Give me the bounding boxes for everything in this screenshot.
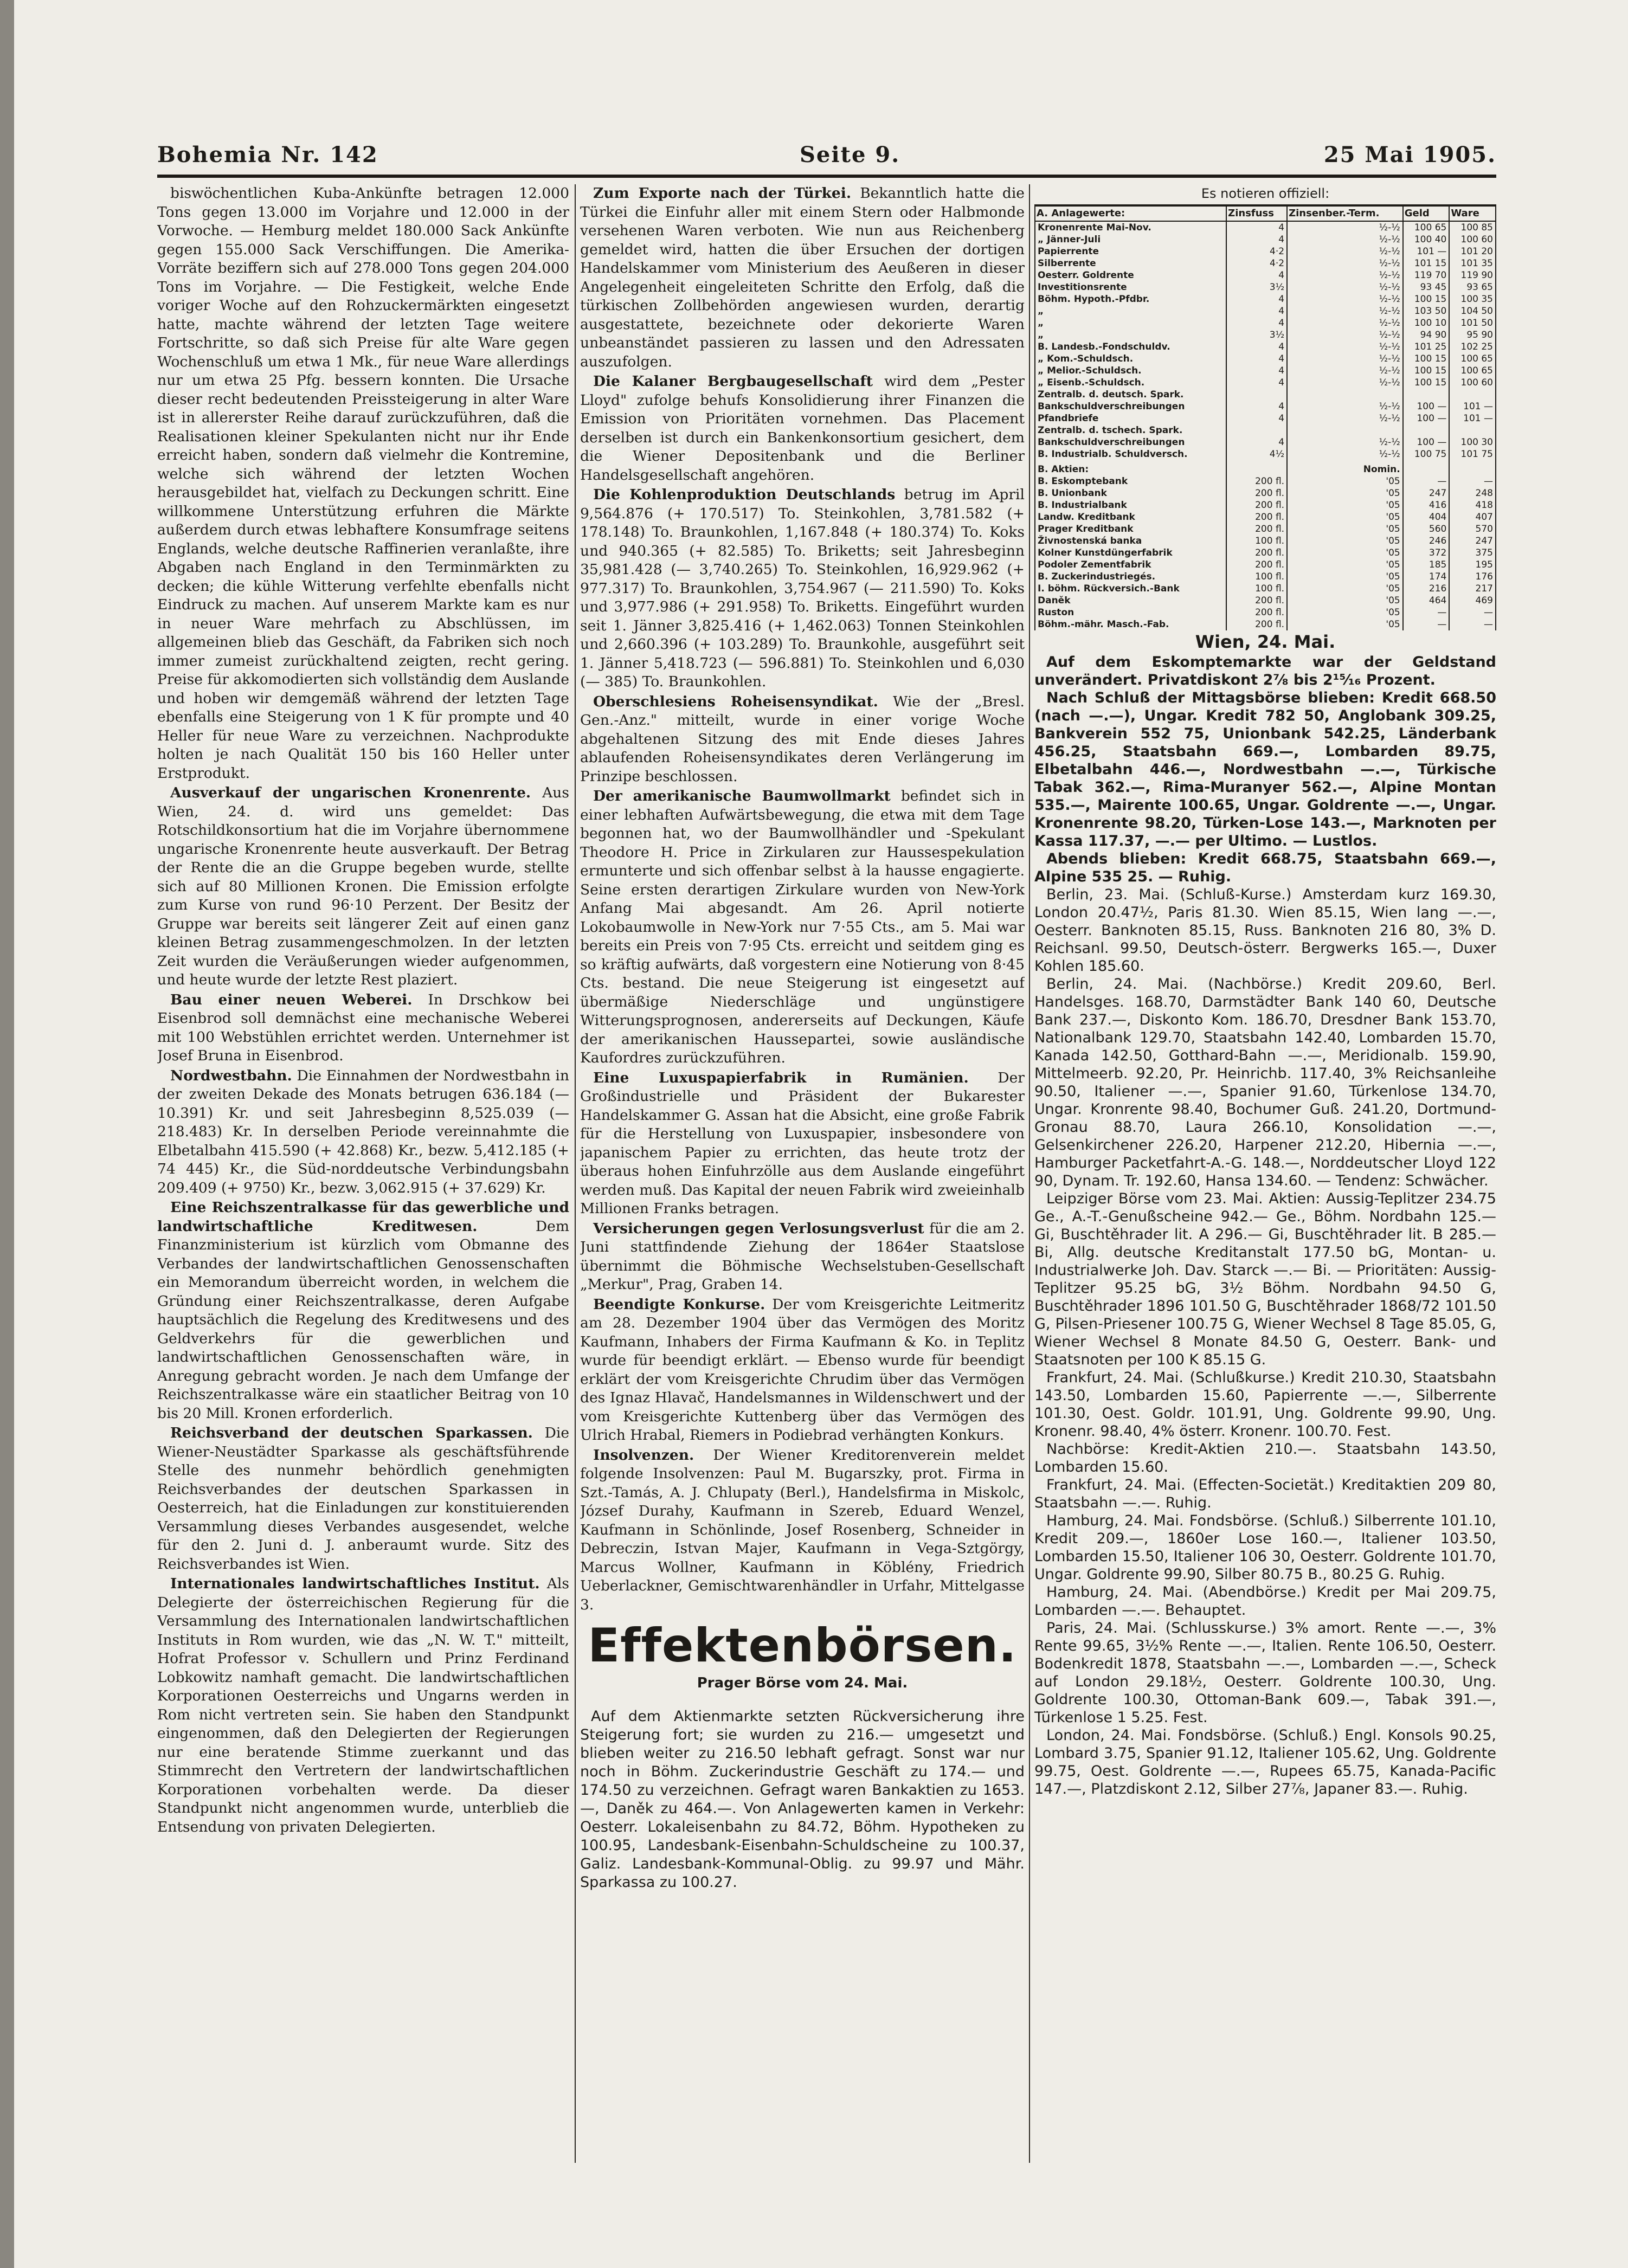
table-cell: [1449, 389, 1496, 401]
article-text: Aus Wien, 24. d. wird uns gemeldet: Das Rotschildkonsortium hat die im Vorjahre übernommene ungarische Kronenrente heute ausverkauft. Der Betrag der Rente die an die Gruppe begeben wurde, stellte sich auf 80 Millionen Kronen. Die Emission erfolgte zum Kurse von rund 96·10 Perzent. Der Besitz der Gruppe war bereits seit längerer Zeit auf einen ganz kleinen Betrag zusammengeschmolzen. In der letzten Zeit wurden die Veräußerungen wieder aufgenommen, und heute wurde der letzte Rest plaziert.: [157, 784, 569, 988]
table-cell: 200 fl.: [1226, 487, 1287, 499]
table-row: [1035, 535, 1496, 547]
page-header: [157, 142, 1496, 175]
table-cell: Kronenrente Mai-Nov.: [1035, 221, 1226, 234]
market-report: Abends blieben: Kredit 668.75, Staatsbahn 669.—, Alpine 535 25. — Ruhig.: [1034, 850, 1496, 885]
table-row: [1035, 389, 1496, 401]
table-row: [1035, 353, 1496, 365]
table-header-cell: Geld: [1403, 206, 1450, 221]
table-cell: ½-½: [1287, 413, 1403, 424]
table-cell: 101 75: [1449, 448, 1496, 460]
table-row: [1035, 234, 1496, 246]
article-heading: Die Kalaner Bergbaugesellschaft: [593, 373, 873, 390]
table-cell: Podoler Zementfabrik: [1035, 559, 1226, 571]
table-cell: —: [1449, 618, 1496, 630]
market-report: Hamburg, 24. Mai. (Abendbörse.) Kredit per Mai 209.75, Lombarden —.—. Behauptet.: [1034, 1584, 1496, 1619]
market-report: Berlin, 23. Mai. (Schluß-Kurse.) Amsterdam kurz 169.30, London 20.47½, Paris 81.30. Wien 85.15, Wien lang —.—, Oesterr. Banknoten 85.15, Russ. Banknoten 216 80, 3% D. Reichsanl. 99.50, Deutsch-österr. Bergwerks 165.—, Duxer Kohlen 185.60.: [1034, 886, 1496, 975]
table-cell: Kolner Kunstdüngerfabrik: [1035, 547, 1226, 559]
table-cell: 101 —: [1449, 413, 1496, 424]
table-cell: 100 15: [1403, 293, 1450, 305]
article-heading: Eine Reichszentralkasse für das gewerbliche und landwirtschaftliche Kreditwesen.: [157, 1199, 569, 1235]
table-cell: 3½: [1226, 329, 1287, 341]
table-cell: —: [1403, 618, 1450, 630]
table-cell: 200 fl.: [1226, 618, 1287, 630]
table-cell: 200 fl.: [1226, 595, 1287, 607]
article-text: Der Wiener Kreditorenverein meldet folgende Insolvenzen: Paul M. Bugarszky, prot. Firma in Szt.-Tamás, A. J. Chlupaty (Berl.), Handelsfirma in Miskolc, József Durahy, Kaufmann in Szereb, Eduard Wenzel, Kaufmann in Schönlinde, Josef Rosenberg, Schneider in Debreczin, Istvan Majer, Kaufmann in Vega-Sztgörgy, Marcus Wollner, Kaufmann in Köblény, Friedrich Ueberlackner, Gemischtwarenhändler in Urfahr, Mittelgasse 3.: [580, 1446, 1025, 1613]
table-cell: 4: [1226, 305, 1287, 317]
table-cell: Prager Kreditbank: [1035, 523, 1226, 535]
article-heading: Reichsverband der deutschen Sparkassen.: [170, 1425, 533, 1441]
table-cell: '05: [1287, 499, 1403, 511]
table-cell: 4: [1226, 317, 1287, 329]
table-cell: 4: [1226, 436, 1287, 448]
table-row: [1035, 293, 1496, 305]
table-cell: 560: [1403, 523, 1450, 535]
article: [580, 184, 1025, 371]
table-cell: 119 70: [1403, 269, 1450, 281]
section-title-effektenboersen: Effektenbörsen.: [588, 1619, 1017, 1673]
quotes-table-body: [1035, 221, 1496, 630]
table-cell: 100 —: [1403, 401, 1450, 413]
market-report: Leipziger Börse vom 23. Mai. Aktien: Aussig-Teplitzer 234.75 Ge., A.-T.-Genußscheine 942.— Ge., Böhm. Nordbahn 125.— Gi, Buschtěhrader lit. A 296.— Gi, Buschtěhrader lit. B 285.— Bi, Allg. deutsche Kreditanstalt 177.50 bG, Montan- u. Industrialwerke Joh. Dav. Starck —.— Bi. — Prioritäten: Aussig-Teplitzer 95.25 bG, 3½ Böhm. Nordbahn 94.50 G, Buschtěhrader 1896 101.50 G, Buschtěhrader 1868/72 101.50 G, Pilsen-Priesener 100.75 G, Wiener Wechsel 8 Tage 85.05, G, Wiener Wechsel 8 Monate 84.50 G, Oesterr. Bank- und Staatsnoten per 100 K 85.15 G.: [1034, 1190, 1496, 1368]
table-cell: 93 65: [1449, 281, 1496, 293]
market-report: Paris, 24. Mai. (Schlusskurse.) 3% amort. Rente —.—, 3% Rente 99.65, 3½% Rente —.—, Italien. Rente 106.50, Oesterr. Bodenkredit 1878, Staatsbahn —.—, Lombarden —.—, Scheck auf London 29.18½, Oesterr. Goldrente 100.30, Ung. Goldrente 100.30, Ottoman-Bank 609.—, Tabak 391.—, Türkenlose 1 5.25. Fest.: [1034, 1620, 1496, 1726]
table-cell: 4·2: [1226, 257, 1287, 269]
table-cell: Papierrente: [1035, 246, 1226, 257]
table-row: [1035, 329, 1496, 341]
table-cell: 4: [1226, 341, 1287, 353]
article-text: biswöchentlichen Kuba-Ankünfte betragen 12.000 Tons gegen 13.000 im Vorjahre und 12.000 in der Vorwoche. — Hemburg meldet 180.000 Sack Ankünfte gegen 155.000 Sack Verschiffungen. Die Amerika-Vorräte beziffern sich auf 278.000 Tons gegen 204.000 Tons im Vorjahre. — Die Festigkeit, welche Ende voriger Woche auf den Rohzuckermärkten eingesetzt hatte, machte während der letzten Tage weitere Fortschritte, so daß sich Preise für alte Ware gegen Wochenschluß um etwa 1 Mk., für neue Ware allerdings nur um etwa 25 Pfg. bessern konnten. Die Ursache dieser recht bedeutenden Preissteigerung in alter Ware ist in allererster Reihe darauf zurückzuführen, daß die Realisationen kleiner Spekulanten nicht nur ihr Ende erreicht haben, sondern daß vielmehr die Kontremine, welche sich während der letzten Wochen herausgebildet hat, vielfach zu Deckungen schritt. Eine willkommene Unterstützung erfuhren die Märkte außerdem durch etwas lebhaftere Konsumfrage seitens Englands, welche deutsche Raffinerien veranlaßte, ihre Abgaben nach England in den Terminmärkten zu decken; die kühle Witterung verfehlte ebenfalls nicht Eindruck zu machen. Auf unserem Markte kam es nur in neuer Ware mehrfach zu Abschlüssen, im allgemeinen blieb das Geschäft, da Fabriken sich noch immer zumeist zurückhaltend zeigten, recht gering. Preise für akkomodierten sich vollständig dem Auslande und hoben wir demgemäß während der letzten Tage ebenfalls eine Steigerung von 1 K für prompte und 40 Heller für neue Ware zu verzeichnen. Nachprodukte holten je nach Qualität 150 bis 160 Heller unter Erstprodukt.: [157, 185, 569, 782]
table-cell: B. Zuckerindustriegés.: [1035, 571, 1226, 583]
table-cell: ½-½: [1287, 317, 1403, 329]
table-row: [1035, 436, 1496, 448]
table-cell: 418: [1449, 499, 1496, 511]
table-header-cell: Zinsfuss: [1226, 206, 1287, 221]
table-row: [1035, 221, 1496, 234]
table-cell: 101 20: [1449, 246, 1496, 257]
table-cell: 101 —: [1403, 246, 1450, 257]
table-row: [1035, 595, 1496, 607]
table-header-cell: A. Anlagewerte:: [1035, 206, 1226, 221]
table-cell: ½-½: [1287, 448, 1403, 460]
table-cell: [1449, 424, 1496, 436]
table-cell: 100 30: [1449, 436, 1496, 448]
article: [157, 1199, 569, 1423]
table-cell: 247: [1449, 535, 1496, 547]
table-cell: ½-½: [1287, 257, 1403, 269]
table-cell: Bankschuldverschreibungen: [1035, 436, 1226, 448]
table-cell: 416: [1403, 499, 1450, 511]
table-cell: Silberrente: [1035, 257, 1226, 269]
table-cell: B. Aktien:: [1035, 460, 1226, 475]
table-row: [1035, 281, 1496, 293]
section-subheading: Prager Börse vom 24. Mai.: [697, 1675, 908, 1691]
table-cell: 174: [1403, 571, 1450, 583]
table-cell: 100 85: [1449, 221, 1496, 234]
article-text: Die Einnahmen der Nordwestbahn in der zweiten Dekade des Monats betrugen 636.184 (—10.391) Kr. und seit Jahresbeginn 8,525.039 (— 218.483) Kr. In derselben Periode vereinnahmte die Elbetalbahn 415.590 (+ 42.868) Kr., bezw. 5,412.185 (+ 74 445) Kr., die Süd-norddeutsche Verbindungsbahn 209.409 (+ 9750) Kr., bezw. 3,062.915 (+ 37.629) Kr.: [157, 1067, 569, 1196]
market-report: Auf dem Eskomptemarkte war der Geldstand unverändert. Privatdiskont 2⅞ bis 2¹⁵⁄₁₆ Prozent.: [1034, 654, 1496, 688]
article-heading: Nordwestbahn.: [170, 1067, 292, 1084]
table-cell: 94 90: [1403, 329, 1450, 341]
table-cell: 4: [1226, 401, 1287, 413]
table-cell: 100 15: [1403, 365, 1450, 377]
table-cell: 4: [1226, 353, 1287, 365]
table-cell: [1226, 424, 1287, 436]
column-middle: [580, 184, 1025, 2174]
table-cell: 101 35: [1449, 257, 1496, 269]
article-heading: Die Kohlenproduktion Deutschlands: [593, 486, 896, 503]
table-cell: '05: [1287, 475, 1403, 487]
table-cell: 570: [1449, 523, 1496, 535]
table-cell: B. Industrialb. Schuldversch.: [1035, 448, 1226, 460]
article-text: für die am 2. Juni stattfindende Ziehung der 1864er Staatslose übernimmt die Böhmische Wechselstuben-Gesellschaft „Merkur", Prag, Graben 14.: [580, 1220, 1025, 1293]
table-cell: B. Industrialbank: [1035, 499, 1226, 511]
table-cell: „ Melior.-Schuldsch.: [1035, 365, 1226, 377]
table-cell: ½-½: [1287, 305, 1403, 317]
table-cell: 248: [1449, 487, 1496, 499]
table-row: [1035, 618, 1496, 630]
table-row: [1035, 448, 1496, 460]
table-cell: 100 35: [1449, 293, 1496, 305]
table-cell: '05: [1287, 523, 1403, 535]
table-cell: 104 50: [1449, 305, 1496, 317]
table-cell: 93 45: [1403, 281, 1450, 293]
table-row: [1035, 341, 1496, 353]
table-cell: Živnostenská banka: [1035, 535, 1226, 547]
table-cell: Oesterr. Goldrente: [1035, 269, 1226, 281]
table-cell: '05: [1287, 535, 1403, 547]
market-reports: [1034, 653, 1496, 1798]
table-cell: ½-½: [1287, 329, 1403, 341]
table-cell: ½-½: [1287, 365, 1403, 377]
table-cell: ½-½: [1287, 377, 1403, 389]
table-row: [1035, 499, 1496, 511]
article-heading: Der amerikanische Baumwollmarkt: [593, 788, 891, 804]
table-cell: 4·2: [1226, 246, 1287, 257]
article-heading: Oberschlesiens Roheisensyndikat.: [593, 693, 878, 710]
table-cell: 200 fl.: [1226, 475, 1287, 487]
market-report: Frankfurt, 24. Mai. (Schlußkurse.) Kredit 210.30, Staatsbahn 143.50, Lombarden 15.60, Papierrente —.—, Silberrente 101.30, Oest. Goldr. 101.91, Ung. Goldrente 99.90, Ung. Kronenr. 98.40, 4% österr. Kronenr. 100.70. Fest.: [1034, 1369, 1496, 1440]
table-cell: —: [1449, 475, 1496, 487]
article: [580, 787, 1025, 1068]
article-heading: Zum Exporte nach der Türkei.: [593, 185, 852, 202]
table-cell: 200 fl.: [1226, 559, 1287, 571]
article-text: Wie der „Bresl. Gen.-Anz." mitteilt, wurde in einer vorige Woche abgehaltenen Sitzung des mit Ende dieses Jahres ablaufenden Roheisensyndikates deren Verlängerung im Prinzipe beschlossen.: [580, 693, 1025, 785]
table-cell: Investitionsrente: [1035, 281, 1226, 293]
table-cell: 103 50: [1403, 305, 1450, 317]
table-cell: 95 90: [1449, 329, 1496, 341]
table-cell: 100 65: [1449, 353, 1496, 365]
article-text: Als Delegierte der österreichischen Regierung für die Versammlung des Internationalen landwirtschaftlichen Instituts in Rom wurden, wie das „N. W. T." mitteilt, Hofrat Professor v. Schullern und Prinz Ferdinand Lobkowitz namhaft gemacht. Die landwirtschaftlichen Korporationen Oesterreichs und Ungarns werden in Rom nicht vertreten sein. Sie haben den Standpunkt eingenommen, daß den Delegierten der Regierungen nur eine beratende Stimme zuerkannt und das Stimmrecht den Vertretern der landwirtschaftlichen Korporationen vorbehalten werde. Da dieser Standpunkt nicht angenommen wurde, unterblieb die Entsendung von privaten Delegierten.: [157, 1575, 569, 1835]
table-cell: 217: [1449, 583, 1496, 595]
article: [580, 1296, 1025, 1445]
table-cell: 100 15: [1403, 377, 1450, 389]
table-cell: 4: [1226, 365, 1287, 377]
market-report: Nach Schluß der Mittagsbörse blieben: Kredit 668.50 (nach —.—), Ungar. Kredit 782 50, Anglobank 309.25, Bankverein 552 75, Unionbank 542.25, Länderbank 456.25, Staatsbahn 669.—, Lombarden 89.75, Elbetalbahn 446.—, Nordwestbahn —.—, Türkische Tabak 362.—, Rima-Muranyer 562.—, Alpine Montan 535.—, Mairente 100.65, Ungar. Goldrente —.—, Ungar. Kronenrente 98.20, Türken-Lose 143.—, Marknoten per Kassa 117.37, —.— per Ultimo. — Lustlos.: [1034, 690, 1496, 849]
table-cell: '05: [1287, 559, 1403, 571]
table-row: [1035, 523, 1496, 535]
table-cell: 3½: [1226, 281, 1287, 293]
table-cell: B. Unionbank: [1035, 487, 1226, 499]
table-row: [1035, 460, 1496, 475]
table-cell: 100 65: [1403, 221, 1450, 234]
table-cell: 101 25: [1403, 341, 1450, 353]
table-cell: 4: [1226, 293, 1287, 305]
table-cell: 100 —: [1403, 436, 1450, 448]
table-row: [1035, 571, 1496, 583]
table-cell: 4: [1226, 377, 1287, 389]
article: [580, 486, 1025, 692]
table-cell: 100 10: [1403, 317, 1450, 329]
table-row: [1035, 377, 1496, 389]
article-text: befindet sich in einer lebhaften Aufwärtsbewegung, die etwa mit dem Tage begonnen hat, wo der Baumwollhändler und -Spekulant Theodore H. Price in Zirkularen zur Haussespekulation ermunterte und sich offenbar selbst à la hausse engagierte. Seine ersten derartigen Zirkulare wurden von New-York Anfang Mai abgesandt. Am 26. April notierte Lokobaumwolle in New-York nur 7·55 Cts., am 5. Mai war bereits ein Preis von 7·95 Cts. erreicht und seitdem ging es so kräftig aufwärts, daß vorgestern eine Notierung von 8·45 Cts. bestand. Die neue Steigerung ist eingesetzt auf übermäßige Niederschläge und ungünstigere Witterungsprognosen, andererseits auf Deckungen, Käufe der amerikanischen Haussepartei, sowie ausländische Kaufordres zurückzuführen.: [580, 788, 1025, 1066]
table-cell: Böhm. Hypoth.-Pfdbr.: [1035, 293, 1226, 305]
table-cell: —: [1449, 607, 1496, 618]
page-mark: [1532, 54, 1541, 64]
table-cell: [1287, 424, 1403, 436]
table-row: [1035, 317, 1496, 329]
table-cell: „: [1035, 305, 1226, 317]
table-row: [1035, 424, 1496, 436]
table-cell: 407: [1449, 511, 1496, 523]
table-cell: '05: [1287, 595, 1403, 607]
table-cell: 216: [1403, 583, 1450, 595]
table-cell: [1226, 389, 1287, 401]
table-cell: 372: [1403, 547, 1450, 559]
article: [157, 1067, 569, 1198]
table-cell: B. Landesb.-Fondschuldv.: [1035, 341, 1226, 353]
article-text: Der Großindustrielle und Präsident der Bukarester Handelskammer G. Assan hat die Absicht, eine große Fabrik für die Herstellung von Luxuspapier, insbesondere von japanischem Papier zu errichten, das heute trotz der überaus hohen Einfuhrzölle aus dem Auslande eingeführt werden muß. Das Kapital der neuen Fabrik wird zweieinhalb Millionen Franks betragen.: [580, 1069, 1025, 1217]
table-row: [1035, 413, 1496, 424]
table-cell: [1287, 389, 1403, 401]
market-report: Nachbörse: Kredit-Aktien 210.—. Staatsbahn 143.50, Lombarden 15.60.: [1034, 1441, 1496, 1476]
table-row: [1035, 511, 1496, 523]
table-cell: 195: [1449, 559, 1496, 571]
table-cell: [1403, 460, 1450, 475]
table-cell: 100 fl.: [1226, 583, 1287, 595]
market-report: London, 24. Mai. Fondsbörse. (Schluß.) Engl. Konsols 90.25, Lombard 3.75, Spanier 91.12, Italiener 105.62, Ung. Goldrente 99.75, Oest. Goldrente —.—, Rupees 65.75, Kanada-Pacific 147.—, Platzdiskont 2.12, Silber 27⅞, Japaner 83.—. Ruhig.: [1034, 1727, 1496, 1797]
table-row: [1035, 607, 1496, 618]
table-cell: '05: [1287, 547, 1403, 559]
article: [580, 1446, 1025, 1615]
table-cell: 100 15: [1403, 353, 1450, 365]
table-cell: „ Eisenb.-Schuldsch.: [1035, 377, 1226, 389]
table-cell: „ Kom.-Schuldsch.: [1035, 353, 1226, 365]
article-heading: Versicherungen gegen Verlosungsverlust: [593, 1220, 924, 1237]
table-row: [1035, 487, 1496, 499]
table-cell: I. böhm. Rückversich.-Bank: [1035, 583, 1226, 595]
article-heading: Insolvenzen.: [593, 1446, 694, 1464]
table-cell: '05: [1287, 487, 1403, 499]
article: [580, 1069, 1025, 1219]
table-cell: 4½: [1226, 448, 1287, 460]
table-cell: 200 fl.: [1226, 523, 1287, 535]
table-cell: 100 75: [1403, 448, 1450, 460]
table-cell: Nomin.: [1287, 460, 1403, 475]
table-cell: 404: [1403, 511, 1450, 523]
table-row: [1035, 401, 1496, 413]
table-row: [1035, 305, 1496, 317]
table-cell: 176: [1449, 571, 1496, 583]
table-cell: '05: [1287, 571, 1403, 583]
table-cell: 101 —: [1449, 401, 1496, 413]
market-report: Auf dem Aktienmarkte setzten Rückversicherung ihre Steigerung fort; sie wurden zu 216.— umgesetzt und blieben weiter zu 216.50 lebhaft gefragt. Sonst war nur noch in Böhm. Zuckerindustrie Geschäft zu 174.— und 174.50 zu verzeichnen. Gefragt waren Bankaktien zu 1653.—, Daněk zu 464.—. Von Anlagewerten kamen in Verkehr: Oesterr. Lokaleisenbahn zu 84.72, Böhm. Hypotheken zu 100.95, Landesbank-Eisenbahn-Schuldscheine zu 100.37, Galiz. Landesbank-Kommunal-Oblig. zu 99.97 und Mähr. Sparkassa zu 100.27.: [580, 1708, 1025, 1891]
table-cell: Böhm.-mähr. Masch.-Fab.: [1035, 618, 1226, 630]
table-cell: '05: [1287, 607, 1403, 618]
table-cell: Zentralb. d. tschech. Spark.: [1035, 424, 1226, 436]
table-cell: „ Jänner-Juli: [1035, 234, 1226, 246]
quotes-table-title: Es notieren offiziell:: [1034, 184, 1496, 205]
table-cell: 200 fl.: [1226, 607, 1287, 618]
table-cell: ½-½: [1287, 401, 1403, 413]
table-cell: 101 15: [1403, 257, 1450, 269]
table-cell: 464: [1403, 595, 1450, 607]
table-cell: —: [1403, 475, 1450, 487]
table-cell: 185: [1403, 559, 1450, 571]
table-cell: [1403, 424, 1450, 436]
table-cell: 247: [1403, 487, 1450, 499]
table-row: [1035, 257, 1496, 269]
article-heading: Beendigte Konkurse.: [593, 1296, 765, 1313]
table-cell: 119 90: [1449, 269, 1496, 281]
table-row: [1035, 559, 1496, 571]
table-cell: 4: [1226, 234, 1287, 246]
table-row: [1035, 475, 1496, 487]
table-cell: B. Eskomptebank: [1035, 475, 1226, 487]
table-cell: 200 fl.: [1226, 511, 1287, 523]
table-cell: ½-½: [1287, 221, 1403, 234]
table-cell: ½-½: [1287, 436, 1403, 448]
article: [157, 784, 569, 990]
market-report: Berlin, 24. Mai. (Nachbörse.) Kredit 209.60, Berl. Handelsges. 168.70, Darmstädter Bank 140 60, Deutsche Bank 237.—, Diskonto Kom. 186.70, Dresdner Bank 153.70, Nationalbank 129.70, Staatsbahn 142.40, Lombarden 15.70, Kanada 142.50, Gotthard-Bahn —.—, Meridionalb. 159.90, Mittelmeerb. 92.20, Pr. Heinrichb. 117.40, 3% Reichsanleihe 90.50, Italiener —.—, Spanier 91.60, Türkenlose 134.70, Ungar. Kronrente 98.40, Bochumer Guß. 241.20, Dortmund-Gronau 88.70, Laura 266.10, Konsolidation —.—, Gelsenkirchener 226.20, Harpener 212.20, Hibernia —.—, Hamburger Packetfahrt-A.-G. 148.—, Norddeutscher Lloyd 122 90, Dynam. Tr. 192.60, Hansa 134.60. — Tendenz: Schwächer.: [1034, 976, 1496, 1189]
article: [580, 1220, 1025, 1294]
article: [157, 1575, 569, 1837]
article-text: Bekanntlich hatte die Türkei die Einfuhr aller mit einem Stern oder Halbmonde versehenen Waren verboten. Wie nun aus Reichenberg gemeldet wird, hatten die über Ersuchen der dortigen Handelskammer vom Ministerium des Aeußeren in dieser Angelegenheit eingeleiteten Schritte den Erfolg, daß die türkischen Zollbehörden angewiesen wurden, derartig ausgestattete, bezeichnete oder dekorierte Waren unbeanständet passieren zu lassen und den Adressaten auszufolgen.: [580, 185, 1025, 370]
table-header-cell: Ware: [1449, 206, 1496, 221]
table-cell: '05: [1287, 583, 1403, 595]
table-row: [1035, 246, 1496, 257]
table-cell: 100 60: [1449, 377, 1496, 389]
market-report: Hamburg, 24. Mai. Fondsbörse. (Schluß.) Silberrente 101.10, Kredit 209.—, 1860er Lose 160.—, Italiener 103.50, Lombarden 15.50, Italiener 106 30, Oesterr. Goldrente 101.70, Ungar. Goldrente 99.90, Silber 80.75 B., 80.25 G. Ruhig.: [1034, 1512, 1496, 1583]
table-header-cell: Zinsenber.-Term.: [1287, 206, 1403, 221]
table-cell: 100 40: [1403, 234, 1450, 246]
table-cell: 4: [1226, 221, 1287, 234]
column-divider: [575, 184, 576, 2163]
table-cell: Zentralb. d. deutsch. Spark.: [1035, 389, 1226, 401]
table-cell: ½-½: [1287, 246, 1403, 257]
article-text: wird dem „Pester Lloyd" zufolge behufs Konsolidierung ihrer Finanzen die Emission von Prioritäten vornehmen. Das Placement derselben ist durch ein Bankenkonsortium gesichert, dem die Wiener Depositenbank und die Berliner Handelsgesellschaft angehören.: [580, 373, 1025, 484]
table-cell: '05: [1287, 511, 1403, 523]
table-row: [1035, 583, 1496, 595]
article-text: betrug im April 9,564.876 (+ 170.517) To. Steinkohlen, 3,781.582 (+ 178.148) To. Braunkohlen, 1,167.848 (+ 180.374) To. Koks und 940.365 (+ 82.585) To. Briketts; seit Jahresbeginn 35,981.428 (— 3,740.265) To. Steinkohlen, 16,929.962 (+ 977.317) To. Braunkohlen, 3,754.967 (— 211.590) To. Koks und 3,977.986 (+ 291.958) To. Briketts. Eingeführt wurden seit 1. Jänner 3,825.416 (+ 1,462.063) Tonnen Steinkohlen und 2,660.396 (+ 103.289) To. Braunkohle, ausgeführt seit 1. Jänner 5,418.723 (— 596.881) To. Steinkohlen und 6,030 (— 385) To. Braunkohlen.: [580, 486, 1025, 690]
table-cell: 100 65: [1449, 365, 1496, 377]
article-text: In Drschkow bei Eisenbrod soll demnächst eine mechanische Weberei mit 100 Webstühlen errichtet werden. Unternehmer ist Josef Bruna in Eisenbrod.: [157, 991, 569, 1064]
table-cell: ½-½: [1287, 293, 1403, 305]
header-page-number: Seite 9.: [800, 142, 900, 167]
column-left: [157, 184, 569, 2174]
table-cell: ½-½: [1287, 281, 1403, 293]
article: [580, 693, 1025, 787]
quotes-table: [1034, 205, 1496, 630]
table-cell: ½-½: [1287, 341, 1403, 353]
table-row: [1035, 547, 1496, 559]
article: [157, 1424, 569, 1574]
article: [580, 372, 1025, 485]
header-rule: [157, 175, 1496, 178]
table-cell: Daněk: [1035, 595, 1226, 607]
table-cell: 100 —: [1403, 413, 1450, 424]
table-cell: 100 fl.: [1226, 535, 1287, 547]
market-heading-wien: Wien, 24. Mai.: [1195, 631, 1336, 652]
table-cell: ½-½: [1287, 234, 1403, 246]
table-cell: 4: [1226, 413, 1287, 424]
table-row: [1035, 365, 1496, 377]
column-right: [1034, 184, 1496, 2174]
table-cell: 469: [1449, 595, 1496, 607]
article-text: Dem Finanzministerium ist kürzlich vom Obmanne des Verbandes der landwirtschaftlichen Genossenschaften ein Memorandum überreicht worden, in welchem die Gründung einer Reichszentralkasse, deren Aufgabe hauptsächlich die Regelung des Kreditwesens und des Geldverkehrs für die gewerblichen und landwirtschaftlichen Genossenschaften wäre, in Anregung gebracht worden. Je nach dem Umfange der Reichszentralkasse wäre ein staatlicher Beitrag von 10 bis 20 Mill. Kronen erforderlich.: [157, 1217, 569, 1422]
article-text: Der vom Kreisgerichte Leitmeritz am 28. Dezember 1904 über das Vermögen des Moritz Kaufmann, Inhabers der Firma Kaufmann & Ko. in Teplitz wurde für beendigt erklärt. — Ebenso wurde für beendigt erklärt der vom Kreisgerichte Chrudim über das Vermögen des Ignaz Hlavač, Handelsmannes in Wildenschwert und der vom Kreisgerichte Kuttenberg über das Vermögen des Ulrich Hrabal, Riemers in Podiebrad verhängten Konkurs.: [580, 1296, 1025, 1444]
table-cell: „: [1035, 317, 1226, 329]
market-report: Frankfurt, 24. Mai. (Effecten-Societät.) Kreditaktien 209 80, Staatsbahn —.—. Ruhig.: [1034, 1477, 1496, 1511]
table-cell: [1403, 389, 1450, 401]
table-cell: 200 fl.: [1226, 547, 1287, 559]
page-binding-edge: [0, 0, 14, 2268]
article-heading: Ausverkauf der ungarischen Kronenrente.: [170, 784, 531, 801]
table-cell: Ruston: [1035, 607, 1226, 618]
table-cell: [1226, 460, 1287, 475]
table-cell: 101 50: [1449, 317, 1496, 329]
article: [157, 991, 569, 1066]
table-cell: 375: [1449, 547, 1496, 559]
header-date: 25 Mai 1905.: [1323, 142, 1496, 167]
table-cell: 102 25: [1449, 341, 1496, 353]
table-cell: ½-½: [1287, 353, 1403, 365]
table-cell: 100 60: [1449, 234, 1496, 246]
table-cell: Landw. Kreditbank: [1035, 511, 1226, 523]
article-heading: Eine Luxuspapierfabrik in Rumänien.: [593, 1069, 969, 1086]
article-text: Die Wiener-Neustädter Sparkasse als geschäftsführende Stelle des nunmehr behördlich genehmigten Reichsverbandes der deutschen Sparkassen in Oesterreich, hat die Einladungen zur konstituierenden Versammlung dieses Verbandes ausgesendet, welche für den 2. Juni d. J. anberaumt wurde. Sitz des Reichsverbandes ist Wien.: [157, 1425, 569, 1573]
table-cell: Pfandbriefe: [1035, 413, 1226, 424]
table-cell: ½-½: [1287, 269, 1403, 281]
article-heading: Internationales landwirtschaftliches Institut.: [170, 1575, 540, 1592]
header-publication: Bohemia Nr. 142: [157, 142, 378, 167]
table-cell: 246: [1403, 535, 1450, 547]
article-heading: Bau einer neuen Weberei.: [170, 991, 413, 1008]
table-cell: „: [1035, 329, 1226, 341]
table-cell: '05: [1287, 618, 1403, 630]
table-cell: 4: [1226, 269, 1287, 281]
table-row: [1035, 269, 1496, 281]
article: [157, 184, 569, 783]
table-cell: 100 fl.: [1226, 571, 1287, 583]
table-cell: Bankschuldverschreibungen: [1035, 401, 1226, 413]
table-cell: —: [1403, 607, 1450, 618]
table-cell: 200 fl.: [1226, 499, 1287, 511]
column-divider: [1029, 184, 1030, 2163]
table-cell: [1449, 460, 1496, 475]
